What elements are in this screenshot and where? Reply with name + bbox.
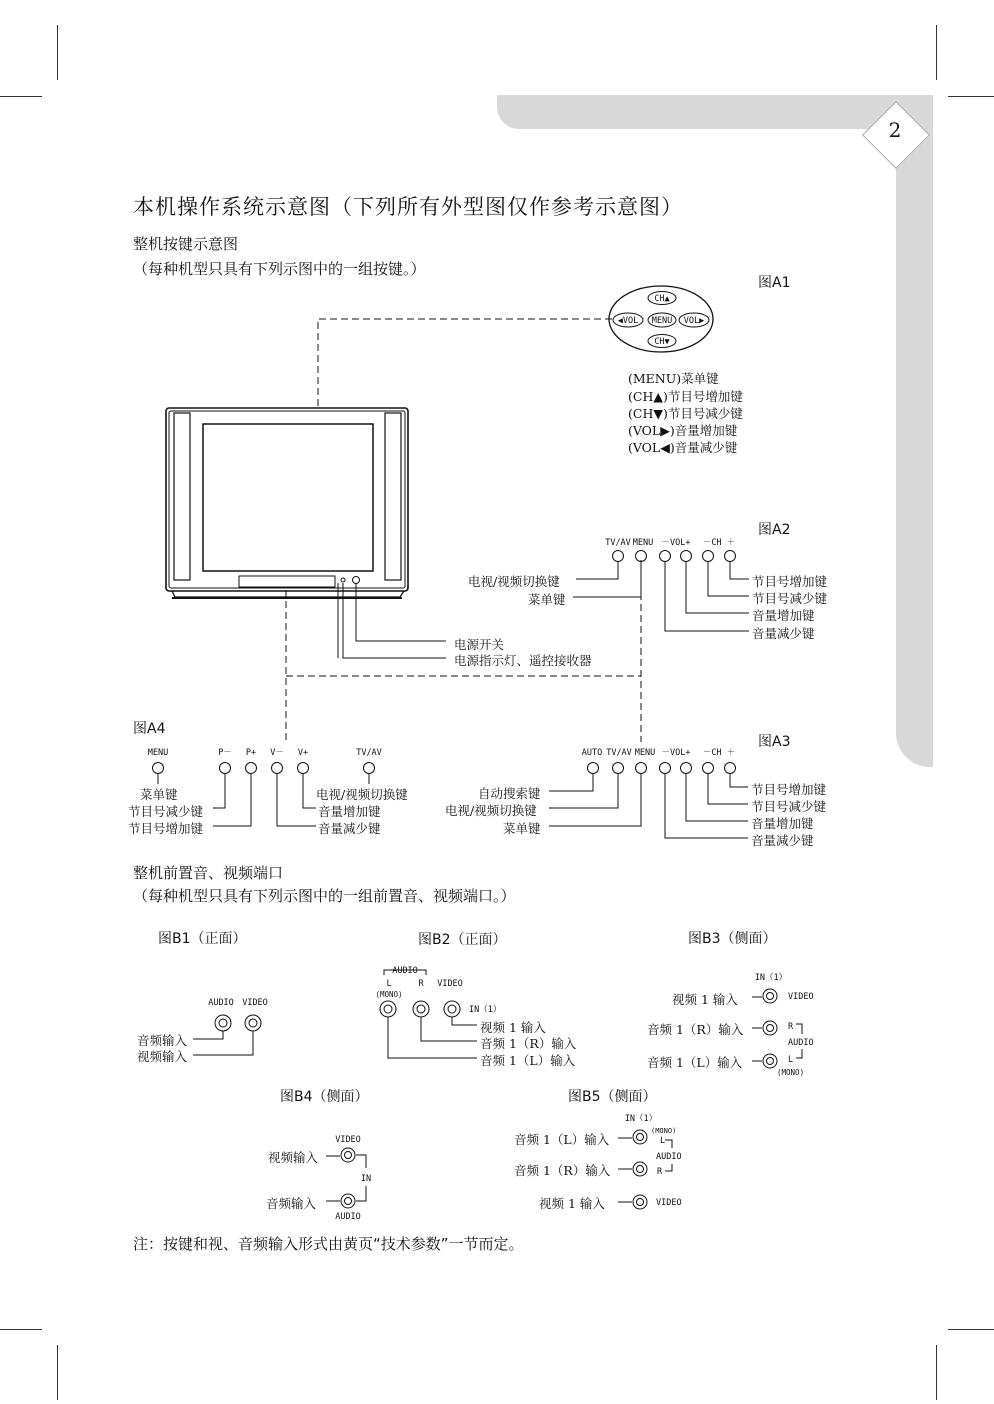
section-note: （每种机型只具有下列示图中的一组按键。）	[133, 260, 426, 278]
a2-top-menu: MENU	[632, 538, 654, 548]
a4-top-tvav: TV/AV	[356, 748, 382, 758]
b5-label-video: 视频 1 输入	[539, 1196, 605, 1211]
a2-label-vol-up: 音量增加键	[752, 608, 815, 623]
a4-top-p-plus: P+	[245, 748, 257, 758]
power-switch-label: 电源开关	[454, 637, 505, 652]
b1-top-audio: AUDIO	[208, 998, 234, 1008]
power-indicator-label: 电源指示灯、遥控接收器	[454, 653, 592, 668]
b2-top-l: L	[386, 979, 392, 989]
b3-label-audio-r: 音频 1（R）输入	[647, 1022, 744, 1037]
tv-set	[166, 408, 446, 658]
a1-ch-up-label: CH▲	[654, 294, 670, 304]
section-heading: 整机前置音、视频端口	[133, 864, 284, 882]
b2-label-video: 视频 1 输入	[480, 1020, 546, 1035]
a2-label-menu: 菜单键	[528, 592, 566, 607]
b4-tag-video: VIDEO	[335, 1135, 361, 1145]
b3-tag-audio: AUDIO	[788, 1038, 814, 1048]
b4-label-audio: 音频输入	[266, 1196, 317, 1211]
a2-top-tvav: TV/AV	[605, 538, 631, 548]
b1-top-video: VIDEO	[242, 998, 268, 1008]
a3-top-vol: －VOL+	[661, 748, 691, 758]
section-heading: 整机按键示意图	[133, 235, 239, 253]
figure-label-a3: 图A3	[758, 734, 791, 750]
footnote: 注：按键和视、音频输入形式由黄页“技术参数”一节而定。	[133, 1235, 524, 1253]
page-number: 2	[888, 118, 902, 142]
a4-top-v-plus: V+	[297, 748, 309, 758]
a3-top-menu: MENU	[634, 748, 656, 758]
b2-top-in1: IN（1）	[469, 1005, 502, 1015]
figure-label-a2: 图A2	[758, 522, 791, 538]
a2-top-vol: －VOL+	[661, 538, 691, 548]
b3-tag-in1: IN（1）	[754, 973, 788, 983]
b5-tag-r: R	[657, 1167, 663, 1177]
b2-label-audio-l: 音频 1（L）输入	[480, 1053, 576, 1068]
a1-legend-vol-up: (VOL▶)音量增加键	[628, 423, 738, 438]
a4-label-p-plus: 节目号增加键	[128, 821, 204, 836]
b3-tag-video: VIDEO	[788, 992, 814, 1002]
b5-label-audio-l: 音频 1（L）输入	[514, 1132, 610, 1147]
figure-label-a1: 图A1	[758, 275, 791, 291]
page-title: 本机操作系统示意图（下列所有外型图仅作参考示意图）	[133, 195, 683, 219]
a1-legend-ch-up: (CH▲)节目号增加键	[628, 389, 743, 404]
a4-top-menu: MENU	[147, 748, 169, 758]
a4-label-menu: 菜单键	[140, 787, 178, 802]
b2-top-mono: (MONO)	[375, 990, 403, 999]
a3-top-auto: AUTO	[581, 748, 603, 758]
b2-top-video: VIDEO	[437, 979, 463, 989]
a2-label-tvav: 电视/视频切换键	[468, 574, 560, 589]
a3-label-auto: 自动搜索键	[478, 786, 541, 801]
figure-label-b3: 图B3（侧面）	[688, 931, 777, 947]
figure-label-a4: 图A4	[133, 721, 166, 737]
a1-vol-right-label: VOL▶	[683, 316, 705, 326]
a2-top-ch: －CH ＋	[702, 538, 736, 548]
a3-top-tvav: TV/AV	[606, 748, 632, 758]
a4-top-p-minus: P－	[218, 748, 232, 758]
a3-label-menu: 菜单键	[503, 821, 541, 836]
b5-tag-audio: AUDIO	[656, 1152, 682, 1162]
a3-label-ch-down: 节目号减少键	[751, 799, 827, 814]
b2-top-audio: AUDIO	[392, 966, 418, 976]
b3-label-audio-l: 音频 1（L）输入	[647, 1055, 743, 1070]
a4-buttons	[153, 763, 375, 827]
b4-tag-in: IN	[360, 1174, 372, 1184]
figure-label-b5: 图B5（侧面）	[568, 1089, 657, 1105]
figure-label-b2: 图B2（正面）	[418, 932, 507, 948]
a4-top-v-minus: V－	[270, 748, 284, 758]
a4-label-tvav: 电视/视频切换键	[316, 787, 408, 802]
figure-label-b1: 图B1（正面）	[158, 931, 247, 947]
a4-label-v-minus: 音量减少键	[318, 821, 381, 836]
b5-tag-video: VIDEO	[656, 1198, 682, 1208]
a3-label-ch-up: 节目号增加键	[751, 782, 827, 797]
a3-label-vol-down: 音量减少键	[751, 833, 814, 848]
b5-tag-mono: (MONO)	[651, 1127, 677, 1135]
a3-label-tvav: 电视/视频切换键	[445, 803, 537, 818]
b3-label-video: 视频 1 输入	[672, 992, 738, 1007]
a3-top-ch: －CH ＋	[702, 748, 736, 758]
b5-label-audio-r: 音频 1（R）输入	[514, 1163, 611, 1178]
a2-label-vol-down: 音量减少键	[752, 626, 815, 641]
a4-label-p-minus: 节目号减少键	[128, 804, 204, 819]
a2-buttons	[573, 551, 749, 632]
a1-ch-down-label: CH▼	[654, 337, 670, 347]
b3-tag-r: R	[788, 1022, 794, 1032]
b3-tag-mono: (MONO)	[777, 1068, 805, 1077]
a1-legend-vol-down: (VOL◀)音量减少键	[628, 440, 738, 455]
b1-label-video: 视频输入	[137, 1049, 188, 1064]
a2-label-ch-up: 节目号增加键	[752, 574, 828, 589]
b4-label-video: 视频输入	[268, 1150, 319, 1165]
a1-vol-left-label: ◀VOL	[617, 316, 639, 326]
section-note: （每种机型只具有下列示图中的一组前置音、视频端口。）	[133, 887, 516, 905]
a3-label-vol-up: 音量增加键	[751, 816, 814, 831]
b1-label-audio: 音频输入	[137, 1033, 188, 1048]
b2-top-r: R	[418, 979, 424, 989]
b1-jacks	[193, 1015, 261, 1055]
b3-tag-l: L	[788, 1055, 794, 1065]
a1-legend-menu: (MENU)菜单键	[628, 371, 719, 386]
b5-tag-l: L	[660, 1136, 666, 1146]
a1-menu-label: MENU	[651, 316, 673, 326]
b4-tag-audio: AUDIO	[335, 1212, 361, 1222]
b5-tag-in1: IN（1）	[624, 1114, 658, 1124]
a4-label-v-plus: 音量增加键	[318, 804, 381, 819]
a3-buttons	[549, 763, 748, 839]
a2-label-ch-down: 节目号减少键	[752, 591, 828, 606]
b2-label-audio-r: 音频 1（R）输入	[480, 1036, 577, 1051]
a1-legend-ch-down: (CH▼)节目号减少键	[628, 406, 743, 421]
figure-label-b4: 图B4（侧面）	[280, 1089, 369, 1105]
